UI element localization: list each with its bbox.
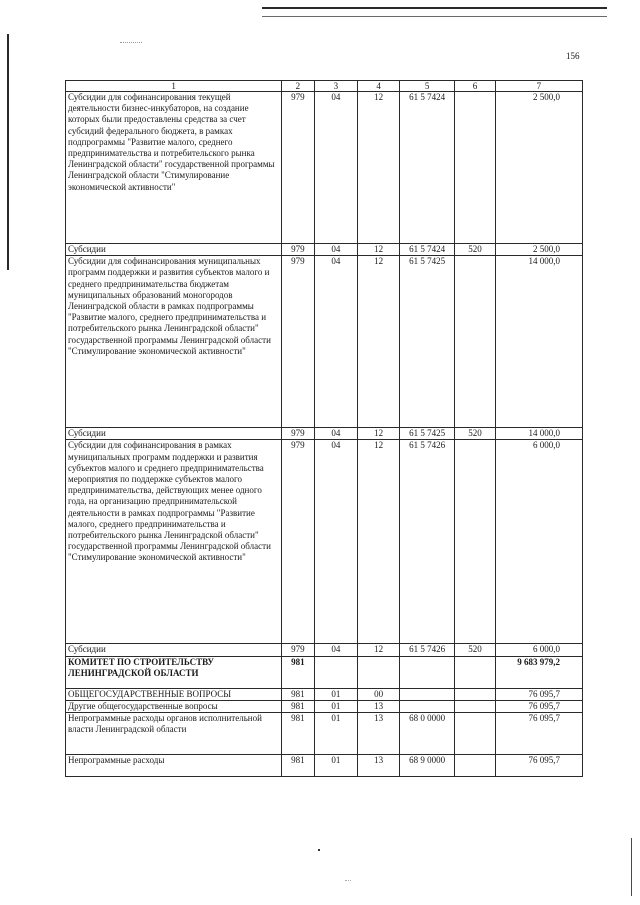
- table-body: [66, 92, 583, 777]
- row-section-cell: 01: [314, 755, 358, 777]
- row-amount-cell: 6 000,0: [495, 644, 582, 656]
- row-amount-cell: 2 500,0: [495, 92, 582, 244]
- row-section-cell: 04: [314, 440, 358, 644]
- table-row: [66, 755, 583, 777]
- table-row: [66, 688, 583, 700]
- header-col-7: 7: [495, 81, 582, 92]
- row-name-cell: Субсидии: [66, 244, 282, 256]
- row-expense-type-cell: [455, 755, 495, 777]
- row-subsection-cell: 13: [358, 700, 400, 712]
- table-row: [66, 440, 583, 644]
- row-expense-type-cell: [455, 656, 495, 688]
- row-name-cell: Субсидии для софинансирования муниципальных программ поддержки и развития субъектов малого и среднего предпринимательства бюджетам муниципальных образований моногородов Ленинградской области в рамках подпрограммы "Развитие малого, среднего предпринимательства и потребительского рынка Ленинградской области" государственной программы Ленинградской области "Стимулирование экономической активности": [66, 256, 282, 428]
- row-subsection-cell: 00: [358, 688, 400, 700]
- row-amount-cell: 2 500,0: [495, 244, 582, 256]
- row-expense-type-cell: 520: [455, 644, 495, 656]
- row-admin-code-cell: 981: [282, 700, 314, 712]
- row-expense-type-cell: [455, 713, 495, 755]
- row-target-article-cell: 61 5 7424: [399, 92, 454, 244]
- budget-table: [65, 80, 583, 777]
- row-subsection-cell: 12: [358, 428, 400, 440]
- row-admin-code-cell: 981: [282, 688, 314, 700]
- row-expense-type-cell: [455, 256, 495, 428]
- row-admin-code-cell: 979: [282, 440, 314, 644]
- table-row: [66, 644, 583, 656]
- row-expense-type-cell: [455, 688, 495, 700]
- row-name-cell: Субсидии для софинансирования в рамках муниципальных программ поддержки и развития субъектов малого и среднего предпринимательства мероприятия по поддержке субъектов малого предпринимательства, действующих менее одного года, на организацию предпринимательской деятельности в рамках подпрограммы "Развитие малого, среднего предпринимательства и потребительского рынка Ленинградской области" государственной программы Ленинградской области "Стимулирование экономической активности": [66, 440, 282, 644]
- row-target-article-cell: 61 5 7426: [399, 644, 454, 656]
- row-section-cell: 01: [314, 688, 358, 700]
- row-admin-code-cell: 979: [282, 92, 314, 244]
- table-row: [66, 256, 583, 428]
- row-name-cell: Субсидии для софинансирования текущей деятельности бизнес-инкубаторов, на создание которых были предоставлены средства за счет субсидий федерального бюджета, в рамках подпрограммы "Развитие малого, среднего предпринимательства и потребительского рынка Ленинградской области" государственной программы Ленинградской области "Стимулирование экономической активности": [66, 92, 282, 244]
- row-target-article-cell: [399, 700, 454, 712]
- table-row: [66, 92, 583, 244]
- row-target-article-cell: 61 5 7425: [399, 428, 454, 440]
- table-row: [66, 700, 583, 712]
- scan-border-line: [7, 34, 9, 270]
- row-amount-cell: 76 095,7: [495, 700, 582, 712]
- page-number: 156: [566, 51, 580, 61]
- row-name-cell: Непрограммные расходы органов исполнительной власти Ленинградской области: [66, 713, 282, 755]
- row-section-cell: 04: [314, 92, 358, 244]
- row-expense-type-cell: [455, 92, 495, 244]
- row-amount-cell: 6 000,0: [495, 440, 582, 644]
- row-expense-type-cell: 520: [455, 244, 495, 256]
- header-col-3: 3: [314, 81, 358, 92]
- row-section-cell: 04: [314, 428, 358, 440]
- row-admin-code-cell: 979: [282, 256, 314, 428]
- row-target-article-cell: 68 9 0000: [399, 755, 454, 777]
- row-name-cell: КОМИТЕТ ПО СТРОИТЕЛЬСТВУ ЛЕНИНГРАДСКОЙ ОБЛАСТИ: [66, 656, 282, 688]
- row-target-article-cell: 68 0 0000: [399, 713, 454, 755]
- row-subsection-cell: 13: [358, 755, 400, 777]
- row-subsection-cell: 13: [358, 713, 400, 755]
- row-target-article-cell: 61 5 7424: [399, 244, 454, 256]
- row-section-cell: 01: [314, 700, 358, 712]
- table-row: [66, 713, 583, 755]
- scan-artifact: [120, 42, 142, 45]
- row-section-cell: [314, 656, 358, 688]
- row-target-article-cell: [399, 688, 454, 700]
- row-target-article-cell: [399, 656, 454, 688]
- row-subsection-cell: [358, 656, 400, 688]
- row-subsection-cell: 12: [358, 440, 400, 644]
- row-amount-cell: 76 095,7: [495, 713, 582, 755]
- row-amount-cell: 76 095,7: [495, 755, 582, 777]
- row-admin-code-cell: 981: [282, 755, 314, 777]
- row-target-article-cell: 61 5 7425: [399, 256, 454, 428]
- row-name-cell: Субсидии: [66, 644, 282, 656]
- row-admin-code-cell: 979: [282, 428, 314, 440]
- row-expense-type-cell: [455, 700, 495, 712]
- row-section-cell: 01: [314, 713, 358, 755]
- scan-border-line: [262, 7, 607, 9]
- scan-artifact: [318, 849, 320, 851]
- row-name-cell: ОБЩЕГОСУДАРСТВЕННЫЕ ВОПРОСЫ: [66, 688, 282, 700]
- table-row: [66, 428, 583, 440]
- row-amount-cell: 9 683 979,2: [495, 656, 582, 688]
- row-amount-cell: 14 000,0: [495, 428, 582, 440]
- row-subsection-cell: 12: [358, 644, 400, 656]
- row-name-cell: Непрограммные расходы: [66, 755, 282, 777]
- row-expense-type-cell: [455, 440, 495, 644]
- row-section-cell: 04: [314, 256, 358, 428]
- table-row: [66, 244, 583, 256]
- header-col-4: 4: [358, 81, 400, 92]
- row-expense-type-cell: 520: [455, 428, 495, 440]
- row-subsection-cell: 12: [358, 256, 400, 428]
- row-admin-code-cell: 981: [282, 656, 314, 688]
- row-name-cell: Другие общегосударственные вопросы: [66, 700, 282, 712]
- row-amount-cell: 76 095,7: [495, 688, 582, 700]
- row-target-article-cell: 61 5 7426: [399, 440, 454, 644]
- table-row: [66, 656, 583, 688]
- scan-artifact: [345, 880, 351, 882]
- row-admin-code-cell: 981: [282, 713, 314, 755]
- row-section-cell: 04: [314, 244, 358, 256]
- header-col-6: 6: [455, 81, 495, 92]
- row-admin-code-cell: 979: [282, 244, 314, 256]
- scan-border-line: [631, 838, 632, 896]
- table-header-row: [66, 81, 583, 92]
- row-name-cell: Субсидии: [66, 428, 282, 440]
- row-amount-cell: 14 000,0: [495, 256, 582, 428]
- row-subsection-cell: 12: [358, 92, 400, 244]
- header-col-2: 2: [282, 81, 314, 92]
- header-col-1: 1: [66, 81, 282, 92]
- header-col-5: 5: [399, 81, 454, 92]
- scan-border-line: [262, 16, 607, 17]
- row-subsection-cell: 12: [358, 244, 400, 256]
- row-admin-code-cell: 979: [282, 644, 314, 656]
- row-section-cell: 04: [314, 644, 358, 656]
